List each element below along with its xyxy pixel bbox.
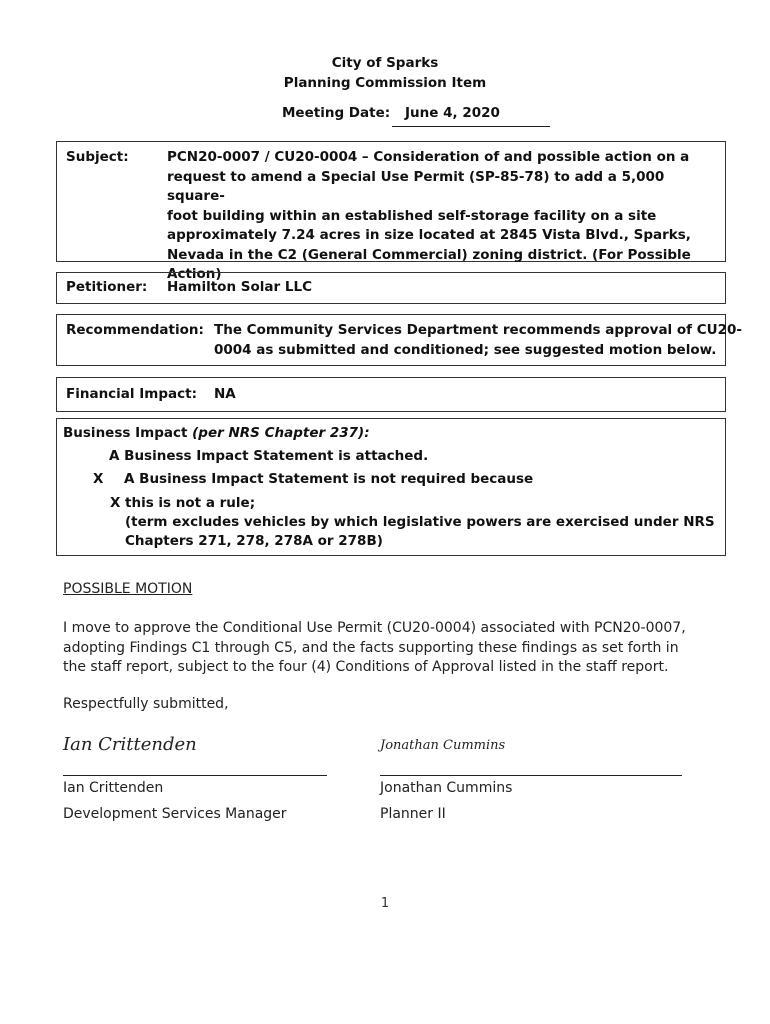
signature-line-crittenden xyxy=(63,775,327,776)
signatory-title-cummins: Planner II xyxy=(380,806,446,822)
recommendation-text xyxy=(214,321,742,360)
business-impact-not-required: A Business Impact Statement is not required because xyxy=(124,471,534,487)
motion-text xyxy=(63,619,723,678)
subject-text xyxy=(167,148,723,285)
not-required-mark: X xyxy=(93,471,104,487)
page-number: 1 xyxy=(380,896,390,911)
business-impact-statement-attached: A Business Impact Statement is attached. xyxy=(109,448,429,464)
recommendation-line: 0004 as submitted and conditioned; see suggested motion below. xyxy=(214,341,717,358)
petitioner-label: Petitioner: xyxy=(66,279,148,295)
subject-label: Subject: xyxy=(66,149,129,165)
business-impact-heading xyxy=(63,424,370,444)
recommendation-box xyxy=(56,314,742,366)
signature-crittenden: Ian Crittenden xyxy=(63,734,197,755)
financial-impact-value: NA xyxy=(214,386,236,402)
petitioner-box xyxy=(56,272,726,304)
subject-line: foot building within an established self-storage facility on a site xyxy=(167,207,657,224)
meeting-date-value: June 4, 2020 xyxy=(405,105,500,121)
financial-impact-box xyxy=(56,377,726,412)
city-title: City of Sparks xyxy=(331,55,439,71)
nrs-chapters-text: Chapters 271, 278, 278A or 278B) xyxy=(125,533,383,549)
signature-line-cummins xyxy=(380,775,682,776)
term-exclusion-text: (term excludes vehicles by which legislative powers are exercised under NRS xyxy=(125,514,715,530)
signatory-name-crittenden: Ian Crittenden xyxy=(63,780,164,796)
subject-line: Action) xyxy=(167,266,222,282)
not-a-rule-mark: X xyxy=(110,495,121,511)
business-impact-label-suffix: (per NRS Chapter 237): xyxy=(192,425,370,441)
motion-line: the staff report, subject to the four (4) Conditions of Approval listed in the staff report. xyxy=(63,659,669,675)
subject-box xyxy=(56,141,726,282)
subject-line: PCN20-0007 / CU20-0004 – Consideration of and possible action on a xyxy=(167,149,690,165)
petitioner-value: Hamilton Solar LLC xyxy=(167,279,312,295)
business-impact-box xyxy=(56,418,726,556)
subject-line: request to amend a Special Use Permit (SP-85-78) to add a 5,000 square- xyxy=(167,168,665,204)
possible-motion-heading: POSSIBLE MOTION xyxy=(63,581,193,597)
business-impact-label: Business Impact xyxy=(63,425,188,441)
recommendation-line: The Community Services Department recommends approval of CU20- xyxy=(214,322,742,338)
not-a-rule-text: this is not a rule; xyxy=(125,495,256,511)
signatory-name-cummins: Jonathan Cummins xyxy=(380,780,513,796)
closing-text: Respectfully submitted, xyxy=(63,696,229,712)
financial-impact-label: Financial Impact: xyxy=(66,386,197,402)
motion-line: I move to approve the Conditional Use Permit (CU20-0004) associated with PCN20-0007, xyxy=(63,620,686,636)
motion-line: adopting Findings C1 through C5, and the facts supporting these findings as set forth in xyxy=(63,639,679,656)
subject-line: Nevada in the C2 (General Commercial) zoning district. (For Possible xyxy=(167,246,691,263)
meeting-date-underline xyxy=(392,126,550,127)
recommendation-label: Recommendation: xyxy=(66,322,204,338)
subject-line: approximately 7.24 acres in size located at 2845 Vista Blvd., Sparks, xyxy=(167,227,691,243)
signatory-title-crittenden: Development Services Manager xyxy=(63,806,287,822)
signature-cummins: Jonathan Cummins xyxy=(380,738,506,753)
meeting-date-label: Meeting Date: xyxy=(282,105,391,121)
document-title: Planning Commission Item xyxy=(283,75,487,91)
